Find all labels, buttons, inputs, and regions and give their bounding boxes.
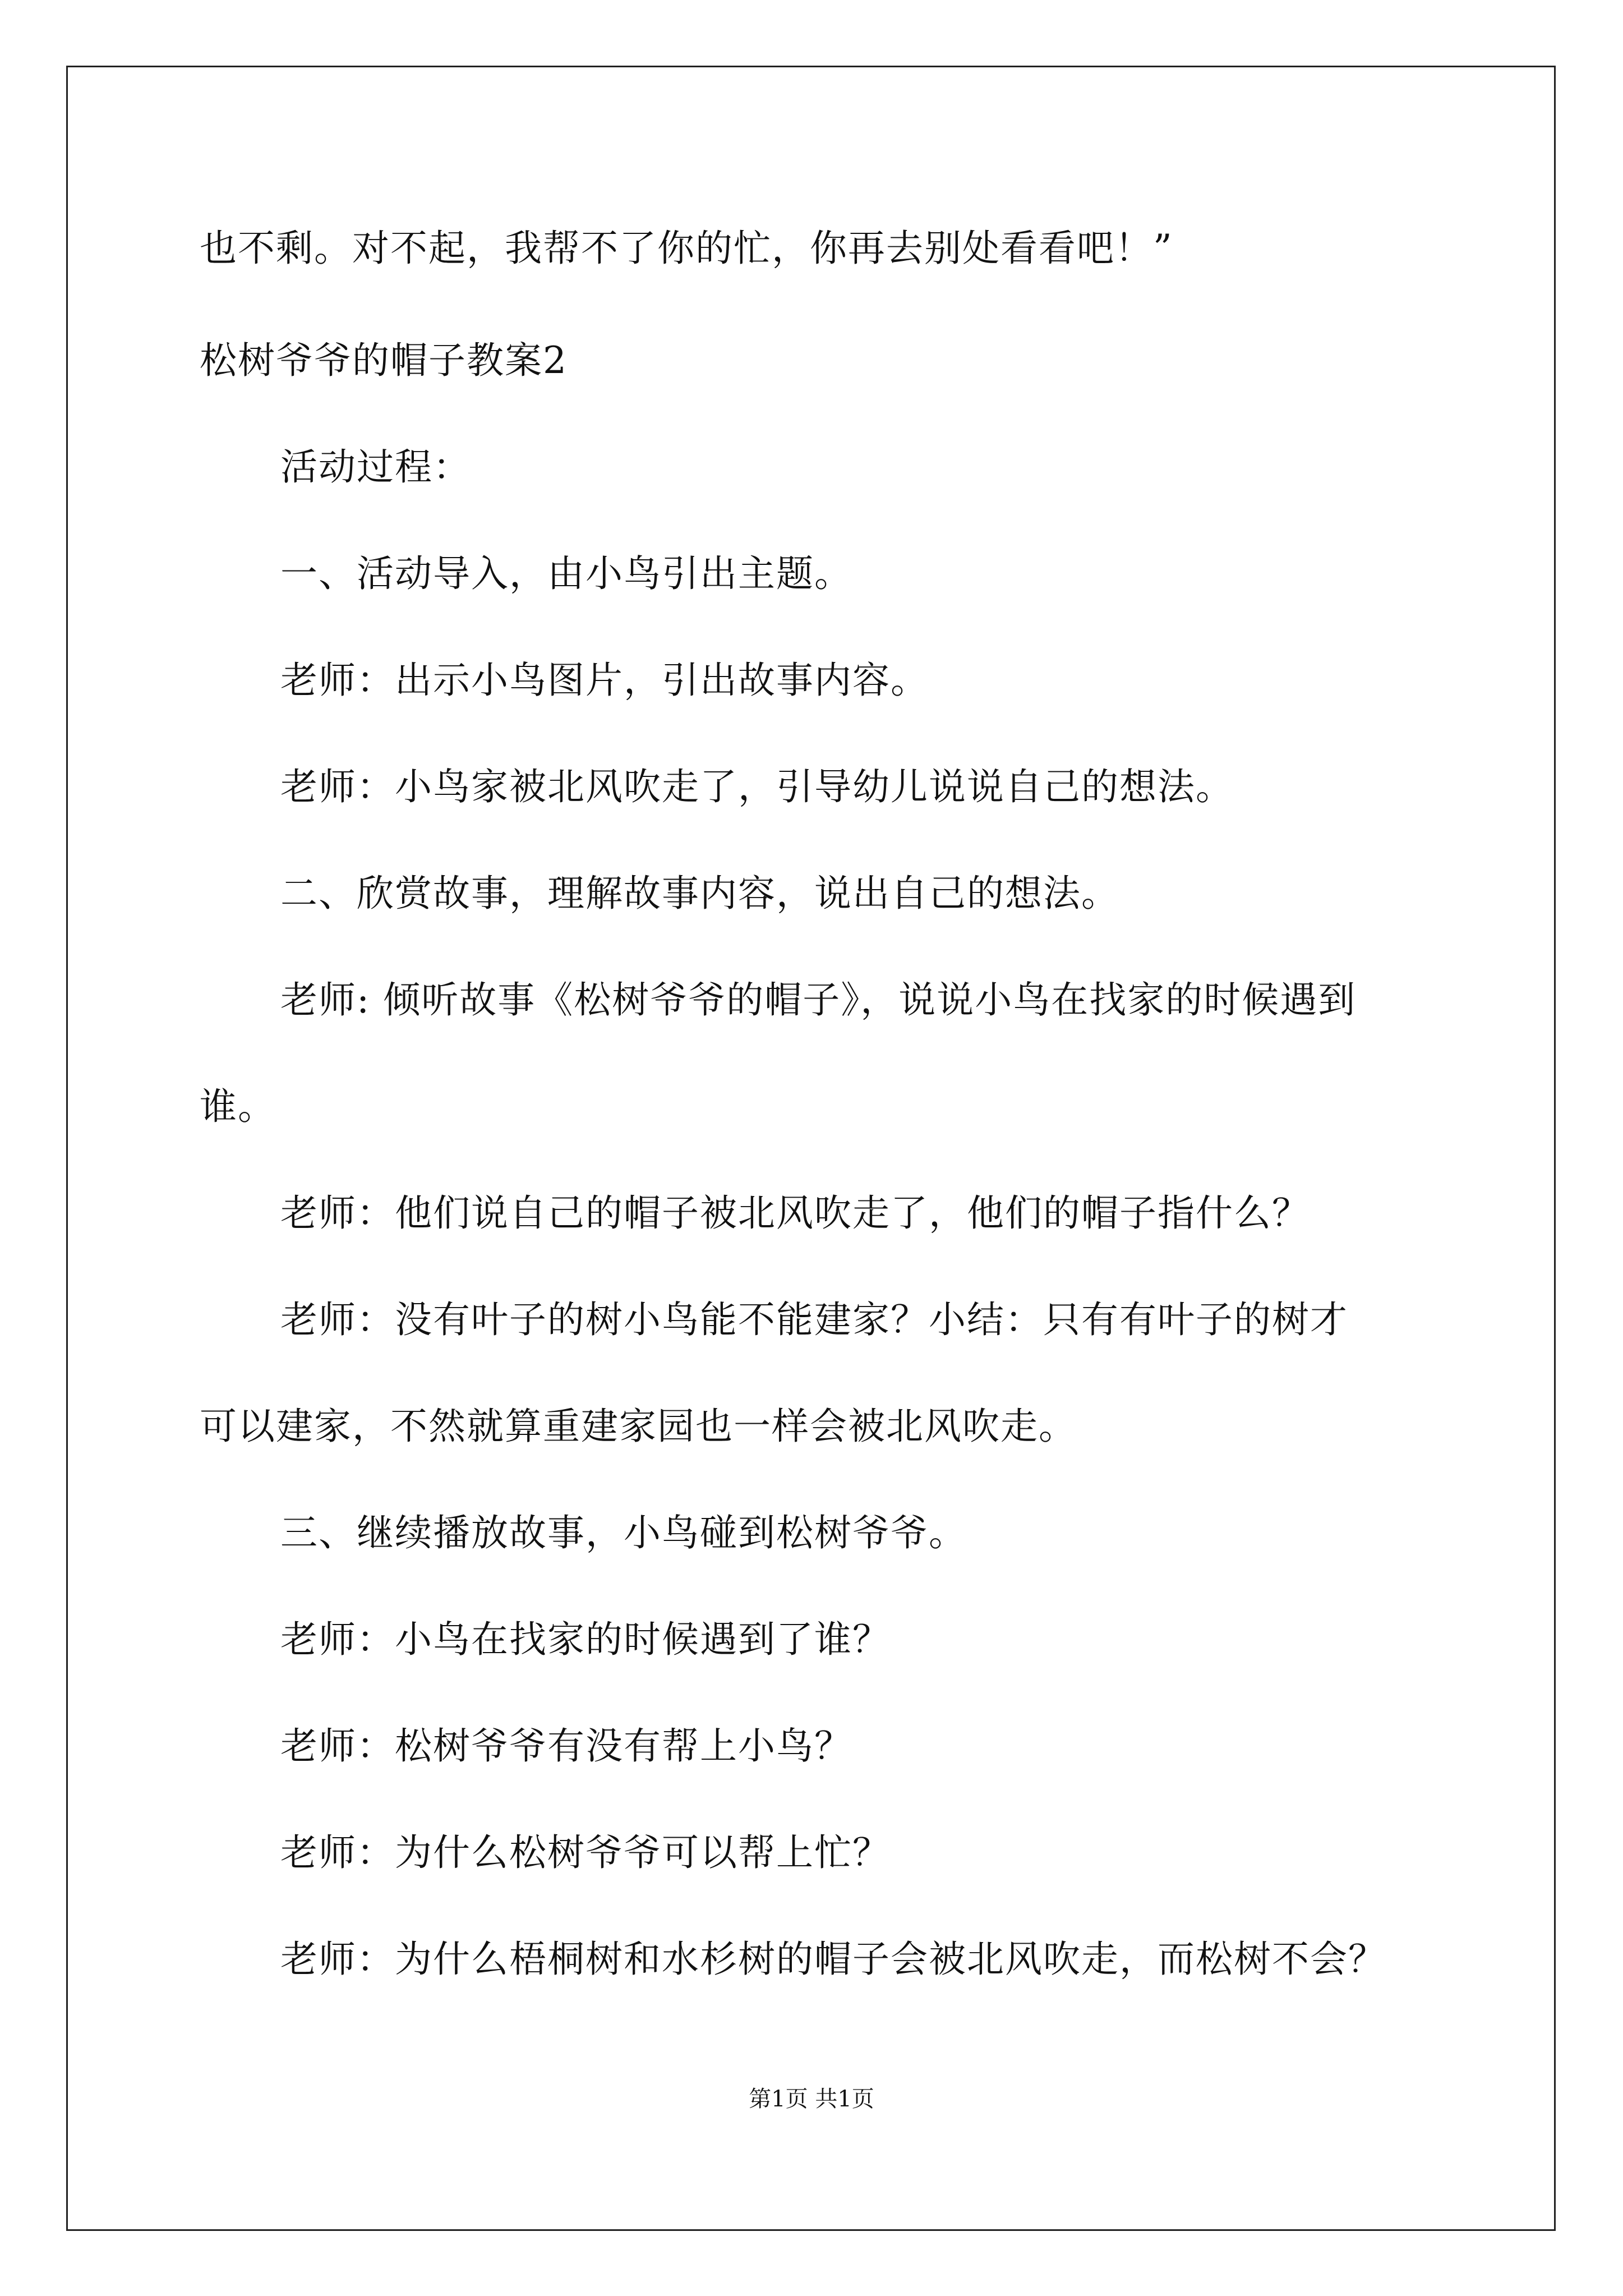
paragraph-continuation: 也不剩。对不起，我帮不了你的忙，你再去别处看看吧！”	[200, 227, 1173, 270]
paragraph: 老师：为什么松树爷爷可以帮上忙？	[280, 1831, 891, 1874]
paragraph: 三、继续播放故事，小鸟碰到松树爷爷。	[280, 1511, 967, 1554]
section-title: 松树爷爷的帽子教案2	[200, 339, 568, 382]
paragraph: 老师：他们说自己的帽子被北风吹走了，他们的帽子指什么？	[280, 1191, 1310, 1235]
page-footer: 第1页 共1页	[749, 2086, 874, 2112]
paragraph: 老师：小鸟家被北风吹走了，引导幼儿说说自己的想法。	[280, 765, 1234, 808]
paragraph: 老师: 倾听故事《松树爷爷的帽子》，说说小鸟在找家的时候遇到	[280, 978, 1357, 1022]
paragraph: 老师：松树爷爷有没有帮上小鸟？	[280, 1724, 852, 1768]
paragraph: 老师：为什么梧桐树和水杉树的帽子会被北风吹走，而松树不会？	[280, 1938, 1386, 1981]
paragraph: 老师：出示小鸟图片，引出故事内容。	[280, 659, 929, 702]
paragraph-continuation: 可以建家，不然就算重建家园也一样会被北风吹走。	[200, 1405, 1077, 1448]
paragraph: 老师：小鸟在找家的时候遇到了谁？	[280, 1618, 891, 1661]
paragraph: 老师：没有叶子的树小鸟能不能建家？小结：只有有叶子的树才	[280, 1298, 1348, 1341]
paragraph-continuation: 谁。	[200, 1085, 276, 1128]
page-border	[66, 66, 1556, 2231]
paragraph: 二、欣赏故事，理解故事内容，说出自己的想法。	[280, 872, 1119, 915]
paragraph: 活动过程：	[280, 445, 471, 489]
paragraph: 一、活动导入，由小鸟引出主题。	[280, 552, 852, 595]
